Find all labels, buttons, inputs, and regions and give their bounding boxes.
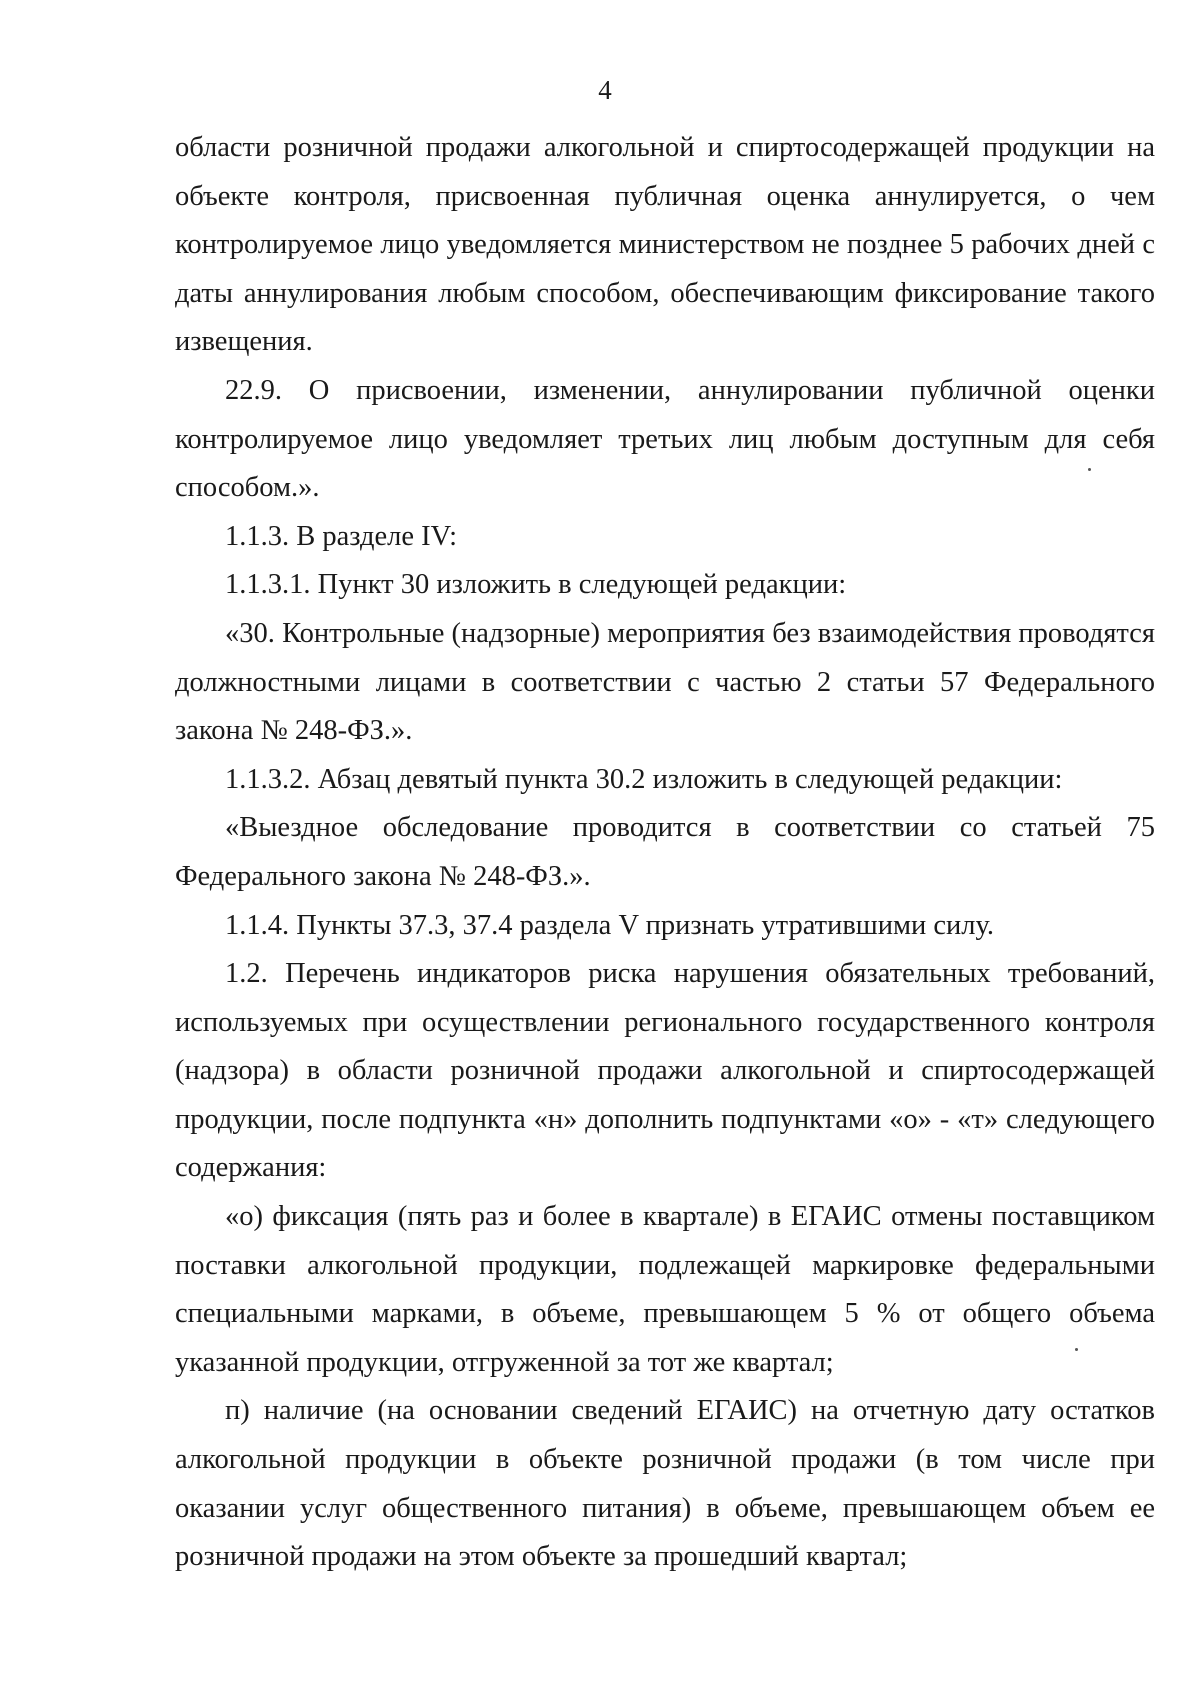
paragraph-1-1-3-1: 1.1.3.1. Пункт 30 изложить в следующей редакции: xyxy=(225,569,847,601)
paragraph-1-1-3-2: 1.1.3.2. Абзац девятый пункта 30.2 изложить в следующей редакции: xyxy=(225,763,1063,795)
paragraph-1-2: 1.2. Перечень индикаторов риска нарушения обязательных требований, используемых при осуществлении регионального государственного контроля (надзора) в области розничной продажи алкогольной и спиртосодержащей продукции, после подпункта «н» дополнить подпунктами «о» - «т» следующего содержания: xyxy=(175,958,1155,1184)
paragraph-22-9: 22.9. О присвоении, изменении, аннулировании публичной оценки контролируемое лицо уведомляет третьих лиц любым доступным для себя способом.». xyxy=(175,374,1155,504)
page-number: 4 xyxy=(598,75,612,105)
paragraph-1-1-3: 1.1.3. В разделе IV: xyxy=(225,520,458,552)
document-body xyxy=(175,124,1155,1582)
scan-speck xyxy=(1075,1348,1078,1351)
paragraph-1-1-4: 1.1.4. Пункты 37.3, 37.4 раздела V признать утратившими силу. xyxy=(225,909,995,941)
paragraph-continuation: области розничной продажи алкогольной и спиртосодержащей продукции на объекте контроля, присвоенная публичная оценка аннулируется, о чем контролируемое лицо уведомляется министерством не позднее 5 рабочих дней с даты аннулирования любым способом, обеспечивающим фиксирование такого извещения. xyxy=(175,132,1155,358)
paragraph-item-30: «30. Контрольные (надзорные) мероприятия без взаимодействия проводятся должностными лицами в соответствии с частью 2 статьи 57 Федерального закона № 248-ФЗ.». xyxy=(175,617,1155,747)
paragraph-subitem-o: «о) фиксация (пять раз и более в квартале) в ЕГАИС отмены поставщиком поставки алкогольной продукции, подлежащей маркировке федеральными специальными марками, в объеме, превышающем 5 % от общего объема указанной продукции, отгруженной за тот же квартал; xyxy=(175,1201,1155,1378)
paragraph-subitem-p: п) наличие (на основании сведений ЕГАИС) на отчетную дату остатков алкогольной продукции в объекте розничной продажи (в том числе при оказании услуг общественного питания) в объеме, превышающем объем ее розничной продажи на этом объекте за прошедший квартал; xyxy=(175,1395,1155,1573)
scan-speck xyxy=(1088,468,1091,471)
paragraph-field-inspection: «Выездное обследование проводится в соответствии со статьей 75 Федерального закона № 248-ФЗ.». xyxy=(175,812,1155,892)
